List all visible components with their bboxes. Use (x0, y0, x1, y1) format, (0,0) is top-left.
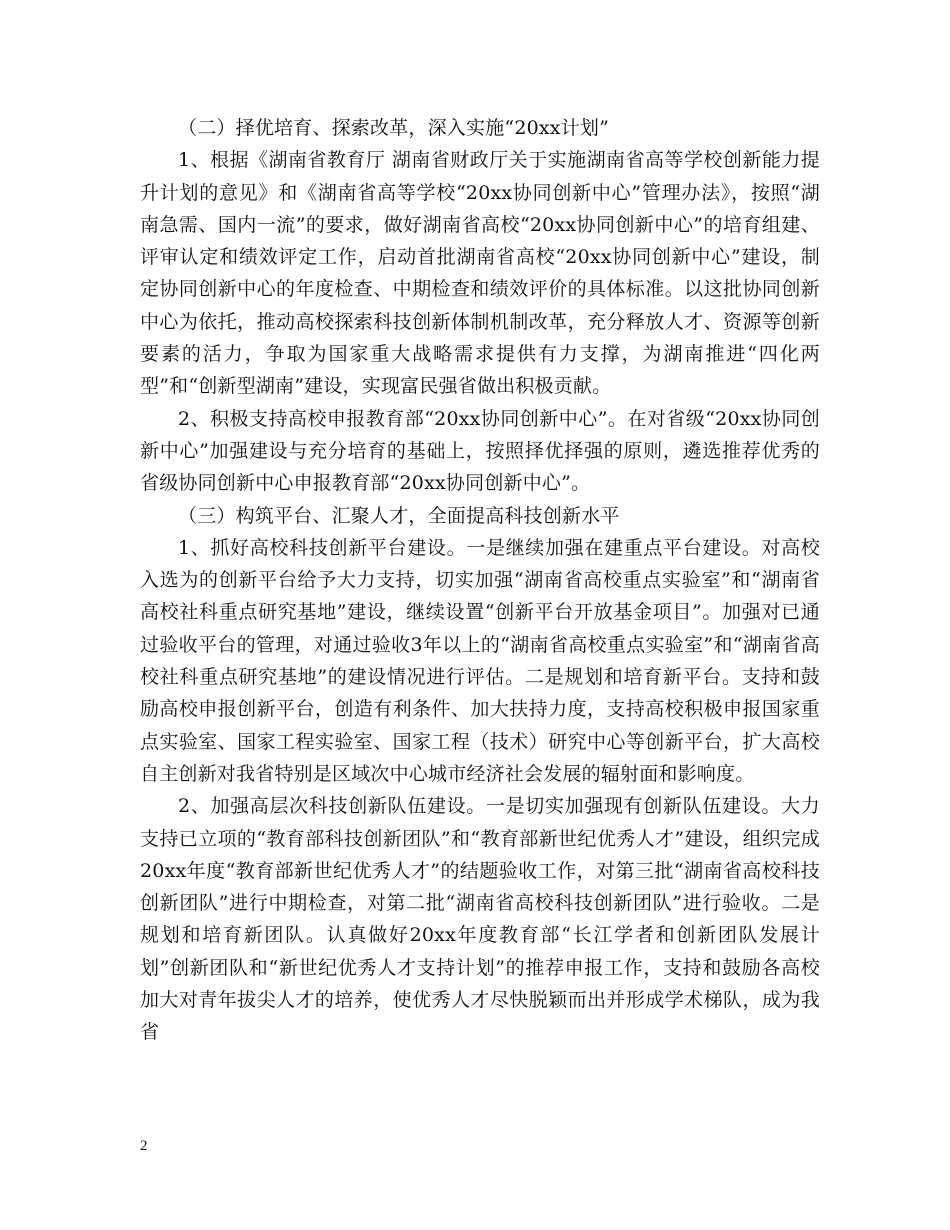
section-heading-2: （二）择优培育、探索改革，深入实施“20xx计划” (178, 117, 610, 139)
paragraph-2: 2、积极支持高校申报教育部“20xx协同创新中心”。在对省级“20xx协同创新中心”加强建设与充分培育的基础上，按照择优择强的原则，遴选推荐优秀的省级协同创新中心申报教育部“20xx协同创新中心”。 (140, 407, 820, 495)
section-heading-3: （三）构筑平台、汇聚人才，全面提高科技创新水平 (178, 504, 620, 527)
paragraph-3: 1、抓好高校科技创新平台建设。一是继续加强在建重点平台建设。对高校入选为的创新平台给予大力支持，切实加强“湖南省高校重点实验室”和“湖南省高校社科重点研究基地”建设，继续设置“创新平台开放基金项目”。加强对已通过验收平台的管理，对通过验收3年以上的“湖南省高校重点实验室”和“湖南省高校社科重点研究基地”的建设情况进行评估。二是规划和培育新平台。支持和鼓励高校申报创新平台，创造有利条件、加大扶持力度，支持高校积极申报国家重点实验室、国家工程实验室、国家工程（技术）研究中心等创新平台，扩大高校自主创新对我省特别是区域次中心城市经济社会发展的辐射面和影响度。 (140, 536, 820, 785)
paragraph-4: 2、加强高层次科技创新队伍建设。一是切实加强现有创新队伍建设。大力支持已立项的“教育部科技创新团队”和“教育部新世纪优秀人才”建设，组织完成20xx年度“教育部新世纪优秀人才”的结题验收工作，对第三批“湖南省高校科技创新团队”进行中期检查，对第二批“湖南省高校科技创新团队”进行验收。二是规划和培育新团队。认真做好20xx年度教育部“长江学者和创新团队发展计划”创新团队和“新世纪优秀人才支持计划”的推荐申报工作，支持和鼓励各高校加大对青年拔尖人才的培养，使优秀人才尽快脱颖而出并形成学术梯队，成为我省 (140, 795, 820, 1044)
paragraph-1: 1、根据《湖南省教育厅 湖南省财政厅关于实施湖南省高等学校创新能力提升计划的意见》和《湖南省高等学校“20xx协同创新中心”管理办法》，按照“湖南急需、国内一流”的要求，做好湖南省高校“20xx协同创新中心”的培育组建、评审认定和绩效评定工作，启动首批湖南省高校“20xx协同创新中心”建设，制定协同创新中心的年度检查、中期检查和绩效评价的具体标准。以这批协同创新中心为依托，推动高校探索科技创新体制机制改革，充分释放人才、资源等创新要素的活力，争取为国家重大战略需求提供有力支撑，为湖南推进“四化两型”和“创新型湖南”建设，实现富民强省做出积极贡献。 (140, 149, 820, 398)
page-number: 2 (140, 1138, 148, 1154)
document-body (140, 112, 820, 1049)
